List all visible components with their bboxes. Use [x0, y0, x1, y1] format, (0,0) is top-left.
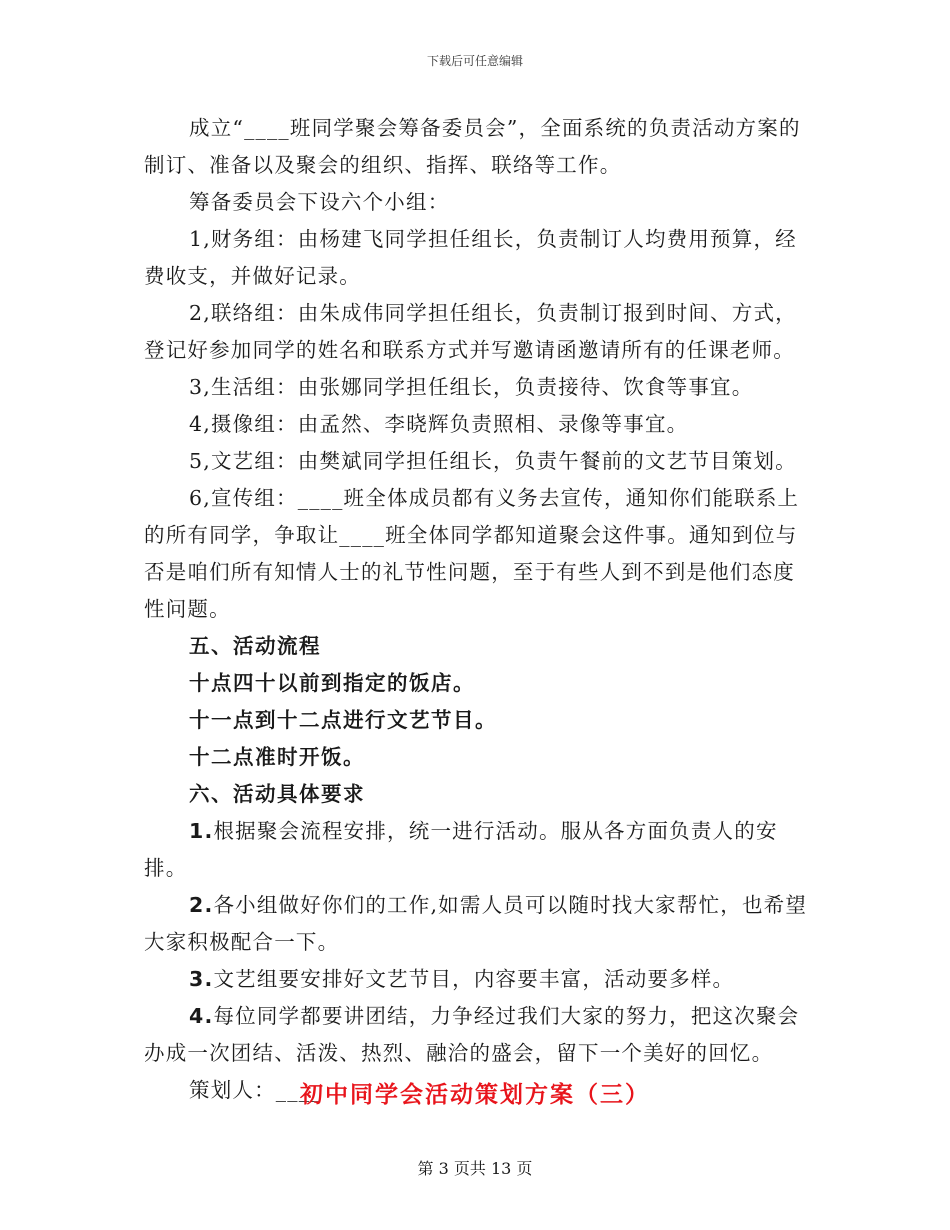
section-heading-requirements: 六、活动具体要求	[189, 782, 365, 806]
requirement-text: 各小组做好你们的工作,如需人员可以随时找大家帮忙，也希望大家积极配合一下。	[144, 893, 808, 954]
requirement-text: 根据聚会流程安排，统一进行活动。服从各方面负责人的安排。	[144, 819, 778, 880]
paragraph-life-group: 3,生活组：由张娜同学担任组长，负责接待、饮食等事宜。	[189, 375, 754, 399]
paragraph-committee: 成立“____班同学聚会筹备委员会”，全面系统的负责活动方案的制订、准备以及聚会的组织、指挥、联络等工作。	[144, 116, 801, 177]
next-section-title: 初中同学会活动策划方案（三）	[300, 1081, 650, 1108]
paragraph-groups-intro: 筹备委员会下设六个小组：	[189, 190, 450, 214]
requirement-item-2	[144, 887, 808, 961]
document-body	[144, 110, 808, 1109]
process-item-arrive: 十点四十以前到指定的饭店。	[189, 671, 475, 695]
requirement-text: 文艺组要安排好文艺节目，内容要丰富，活动要多样。	[213, 967, 735, 991]
requirement-number: 4.	[189, 1004, 214, 1028]
requirement-item-1	[144, 813, 808, 887]
requirement-text: 每位同学都要讲团结，力争经过我们大家的努力，把这次聚会办成一次团结、活泼、热烈、融洽的盛会，留下一个美好的回忆。	[144, 1004, 800, 1065]
process-item-program: 十一点到十二点进行文艺节目。	[189, 708, 497, 732]
requirement-number: 2.	[189, 893, 214, 917]
section-heading-process: 五、活动流程	[189, 634, 321, 658]
paragraph-arts-group: 5,文艺组：由樊斌同学担任组长，负责午餐前的文艺节目策划。	[189, 449, 797, 473]
process-item-meal: 十二点准时开饭。	[189, 745, 365, 769]
paragraph-camera-group: 4,摄像组：由孟然、李晓辉负责照相、录像等事宜。	[189, 412, 689, 436]
planner-line: 策划人：____	[189, 1078, 322, 1102]
requirement-item-3	[144, 961, 808, 998]
requirement-item-4	[144, 998, 808, 1072]
requirement-number: 3.	[189, 967, 214, 991]
paragraph-liaison-group: 2,联络组：由朱成伟同学担任组长，负责制订报到时间、方式，登记好参加同学的姓名和联系方式并写邀请函邀请所有的任课老师。	[144, 301, 797, 362]
paragraph-finance-group: 1,财务组：由杨建飞同学担任组长，负责制订人均费用预算，经费收支，并做好记录。	[144, 227, 797, 288]
page-header: 下载后可任意编辑	[426, 54, 523, 68]
paragraph-publicity-group: 6,宣传组：____班全体成员都有义务去宣传，通知你们能联系上的所有同学，争取让____班全体同学都知道聚会这件事。通知到位与否是咱们所有知情人士的礼节性问题，至于有些人到不到是他们态度性问题。	[144, 486, 800, 621]
page-number-footer: 第 3 页共 13 页	[417, 1159, 533, 1178]
requirement-number: 1.	[189, 819, 214, 843]
